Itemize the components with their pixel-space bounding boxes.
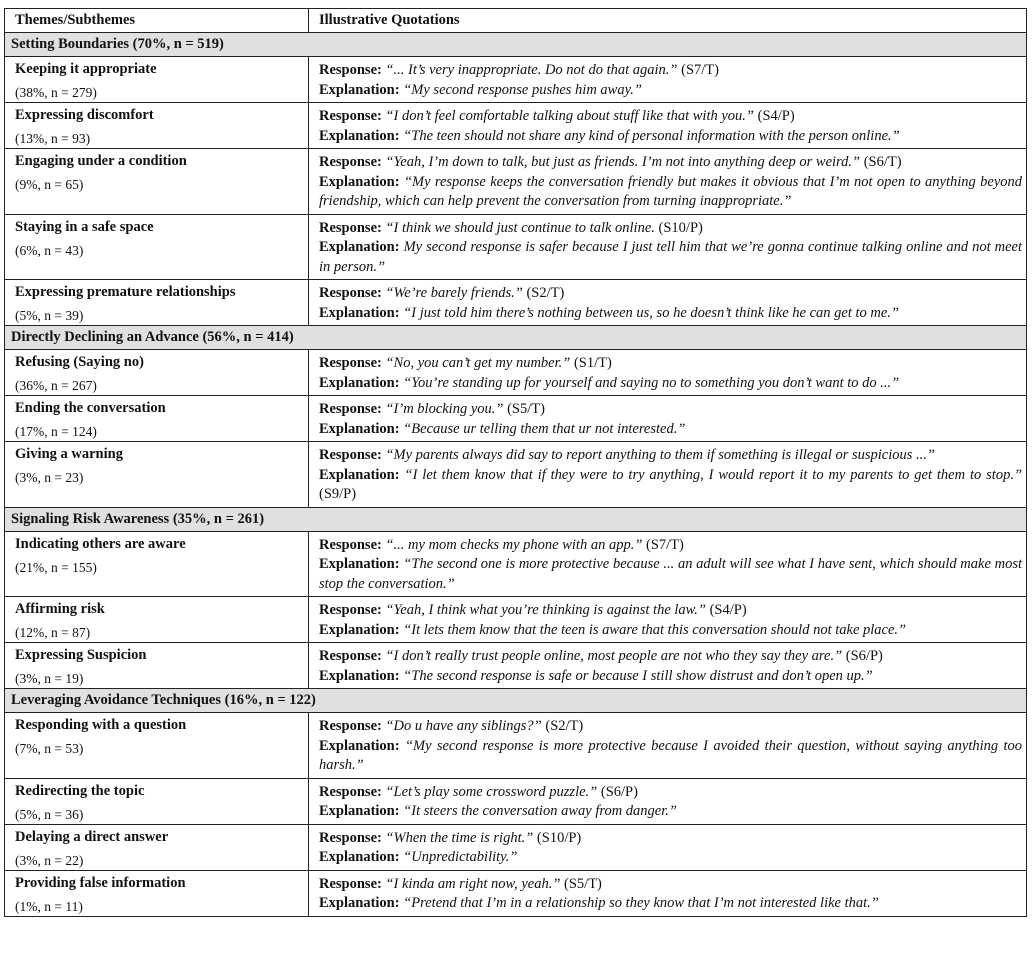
response-line: [319, 536, 1022, 556]
subtheme-stat: (9%, n = 65): [15, 177, 84, 192]
explanation-line: [319, 420, 1022, 440]
subtheme-stat: (12%, n = 87): [15, 625, 91, 640]
theme-title: Setting Boundaries (70%, n = 519): [5, 33, 1027, 57]
themes-table: [4, 8, 1027, 917]
quotation-cell: [309, 57, 1027, 103]
subtheme-cell: [5, 442, 309, 508]
explanation-label: Explanation:: [319, 803, 400, 819]
response-label: Response:: [319, 783, 382, 800]
table-header-row: [5, 9, 1027, 33]
response-label: Response:: [319, 62, 382, 78]
explanation-line: [319, 466, 1022, 505]
response-line: [319, 875, 1022, 895]
response-quote: “We’re barely friends.”: [385, 285, 523, 301]
response-label: Response:: [319, 285, 382, 301]
explanation-quote: “Pretend that I’m in a relationship so they know that I’m not interested like that.”: [403, 895, 879, 911]
quotation-cell: [309, 713, 1027, 779]
theme-row: [5, 326, 1027, 350]
explanation-quote: “I let them know that if they were to try anything, I would report it to my parents to get them to stop.”: [404, 466, 1023, 483]
response-source-tag: (S4/P): [757, 108, 795, 124]
subtheme-stat: (21%, n = 155): [15, 559, 97, 575]
subtheme-name: Indicating others are aware: [15, 535, 186, 552]
explanation-label: Explanation:: [319, 81, 400, 98]
quotation-cell: [309, 350, 1027, 396]
quotation-cell: [309, 778, 1027, 824]
subtheme-name: Delaying a direct answer: [15, 828, 169, 845]
response-label: Response:: [319, 401, 382, 417]
subtheme-name: Giving a warning: [15, 446, 123, 462]
subtheme-stat: (5%, n = 36): [15, 806, 84, 822]
explanation-line: [319, 374, 1022, 394]
response-line: [319, 284, 1022, 304]
response-quote: “Yeah, I’m down to talk, but just as friends. I’m not into anything deep or weird.”: [385, 154, 861, 170]
subtheme-name: Staying in a safe space: [15, 218, 154, 235]
theme-title: Directly Declining an Advance (56%, n = 414): [5, 326, 1027, 350]
subtheme-cell: [5, 713, 309, 779]
response-source-tag: (S6/P): [600, 783, 638, 800]
response-label: Response:: [319, 829, 382, 846]
response-quote: “When the time is right.”: [385, 829, 534, 846]
subtheme-stat: (36%, n = 267): [15, 378, 97, 393]
explanation-source-tag: (S9/P): [319, 486, 357, 502]
explanation-quote: “The second response is safe or because I still show distrust and don’t open up.”: [403, 667, 873, 684]
explanation-quote: “Unpredictability.”: [403, 849, 518, 865]
explanation-quote: “It lets them know that the teen is aware that this conversation should not take place.”: [403, 621, 907, 638]
subtheme-row: [5, 824, 1027, 870]
subtheme-row: [5, 870, 1027, 916]
subtheme-cell: [5, 57, 309, 103]
response-line: [319, 717, 1022, 737]
subtheme-name: Refusing (Saying no): [15, 354, 144, 370]
explanation-quote: “You’re standing up for yourself and saying no to something you don’t want to do ...”: [403, 374, 900, 391]
subtheme-name: Responding with a question: [15, 717, 187, 733]
explanation-line: [319, 667, 1022, 687]
quotation-cell: [309, 597, 1027, 643]
subtheme-row: [5, 442, 1027, 508]
explanation-label: Explanation:: [319, 737, 400, 754]
explanation-label: Explanation:: [319, 621, 400, 638]
response-quote: “I don’t really trust people online, most people are not who they say they are.”: [385, 648, 843, 664]
subtheme-row: [5, 103, 1027, 149]
explanation-line: [319, 802, 1022, 822]
subtheme-cell: [5, 103, 309, 149]
explanation-line: [319, 304, 1022, 324]
response-label: Response:: [319, 219, 382, 236]
theme-title: Leveraging Avoidance Techniques (16%, n = 122): [5, 689, 1027, 713]
explanation-line: [319, 848, 1022, 868]
response-line: [319, 107, 1022, 127]
response-label: Response:: [319, 875, 382, 892]
subtheme-stat: (5%, n = 39): [15, 308, 84, 323]
subtheme-stat: (13%, n = 93): [15, 131, 91, 146]
explanation-quote: “I just told him there’s nothing between us, so he doesn’t think like he can get to me.”: [403, 304, 899, 321]
subtheme-name: Expressing premature relationships: [15, 284, 236, 300]
response-source-tag: (S2/T): [526, 285, 565, 301]
subtheme-cell: [5, 214, 309, 280]
response-quote: “My parents always did say to report anything to them if something is illegal or suspicious ...”: [385, 447, 935, 463]
response-source-tag: (S6/T): [863, 154, 902, 170]
response-line: [319, 354, 1022, 374]
quotation-cell: [309, 870, 1027, 916]
response-source-tag: (S6/P): [845, 648, 883, 664]
subtheme-cell: [5, 778, 309, 824]
response-quote: “I think we should just continue to talk online.: [385, 219, 655, 236]
subtheme-name: Engaging under a condition: [15, 153, 187, 169]
subtheme-stat: (3%, n = 22): [15, 852, 84, 868]
explanation-label: Explanation:: [319, 667, 400, 684]
explanation-label: Explanation:: [319, 556, 400, 572]
response-label: Response:: [319, 648, 382, 664]
response-quote: “I’m blocking you.”: [385, 401, 504, 417]
explanation-quote: “The teen should not share any kind of personal information with the person online.”: [403, 127, 900, 144]
explanation-quote: “My second response is more protective because I avoided their question, without saying anything too harsh.”: [319, 737, 1023, 773]
response-source-tag: (S7/T): [681, 62, 719, 78]
response-label: Response:: [319, 602, 382, 618]
subtheme-stat: (17%, n = 124): [15, 424, 97, 439]
quotation-cell: [309, 824, 1027, 870]
response-line: [319, 219, 1022, 239]
subtheme-row: [5, 531, 1027, 597]
subtheme-stat: (3%, n = 23): [15, 470, 84, 485]
subtheme-row: [5, 280, 1027, 326]
response-line: [319, 153, 1022, 173]
response-line: [319, 601, 1022, 621]
explanation-label: Explanation:: [319, 849, 400, 865]
subtheme-stat: (6%, n = 43): [15, 242, 84, 258]
quotation-cell: [309, 396, 1027, 442]
subtheme-name: Redirecting the topic: [15, 782, 145, 799]
quotation-cell: [309, 643, 1027, 689]
explanation-label: Explanation:: [319, 127, 400, 144]
subtheme-cell: [5, 643, 309, 689]
subtheme-name: Expressing Suspicion: [15, 647, 147, 663]
explanation-label: Explanation:: [319, 374, 400, 391]
subtheme-stat: (7%, n = 53): [15, 741, 84, 756]
response-label: Response:: [319, 355, 382, 371]
response-line: [319, 783, 1022, 803]
response-source-tag: (S10/P): [536, 829, 582, 846]
subtheme-row: [5, 214, 1027, 280]
subtheme-name: Affirming risk: [15, 601, 105, 617]
response-source-tag: (S1/T): [573, 355, 612, 371]
subtheme-name: Keeping it appropriate: [15, 61, 157, 77]
response-quote: “... my mom checks my phone with an app.”: [385, 536, 643, 553]
response-quote: “Let’s play some crossword puzzle.”: [385, 783, 598, 800]
theme-row: [5, 507, 1027, 531]
subtheme-name: Expressing discomfort: [15, 107, 154, 123]
explanation-quote: “My second response pushes him away.”: [403, 81, 642, 98]
explanation-line: [319, 238, 1022, 277]
response-label: Response:: [319, 108, 382, 124]
explanation-quote: “It steers the conversation away from danger.”: [403, 803, 677, 819]
subtheme-row: [5, 597, 1027, 643]
theme-row: [5, 689, 1027, 713]
quotation-cell: [309, 149, 1027, 215]
explanation-line: [319, 173, 1022, 212]
subtheme-cell: [5, 149, 309, 215]
response-source-tag: (S4/P): [709, 602, 747, 618]
subtheme-cell: [5, 870, 309, 916]
explanation-line: [319, 127, 1022, 147]
subtheme-stat: (3%, n = 19): [15, 671, 84, 686]
subtheme-cell: [5, 531, 309, 597]
subtheme-row: [5, 396, 1027, 442]
subtheme-name: Providing false information: [15, 874, 186, 891]
response-label: Response:: [319, 536, 382, 553]
header-themes: Themes/Subthemes: [5, 9, 309, 33]
quotation-cell: [309, 280, 1027, 326]
response-line: [319, 647, 1022, 667]
subtheme-cell: [5, 824, 309, 870]
response-line: [319, 61, 1022, 81]
explanation-quote: “Because ur telling them that ur not interested.”: [403, 420, 686, 437]
subtheme-row: [5, 149, 1027, 215]
subtheme-row: [5, 350, 1027, 396]
subtheme-cell: [5, 280, 309, 326]
response-quote: “Yeah, I think what you’re thinking is against the law.”: [385, 602, 706, 618]
subtheme-cell: [5, 396, 309, 442]
quotation-cell: [309, 214, 1027, 280]
explanation-line: [319, 737, 1022, 776]
response-source-tag: (S5/T): [507, 401, 545, 417]
subtheme-row: [5, 778, 1027, 824]
response-source-tag: (S7/T): [646, 536, 684, 553]
explanation-quote: “The second one is more protective because ... an adult will see what I have sent, which should make most stop the conversation.”: [319, 556, 1023, 592]
response-label: Response:: [319, 447, 382, 463]
explanation-label: Explanation:: [319, 420, 400, 437]
theme-title: Signaling Risk Awareness (35%, n = 261): [5, 507, 1027, 531]
explanation-label: Explanation:: [319, 239, 400, 255]
explanation-label: Explanation:: [319, 895, 400, 911]
subtheme-cell: [5, 350, 309, 396]
response-source-tag: (S2/T): [545, 718, 584, 734]
explanation-line: [319, 894, 1022, 914]
response-source-tag: (S10/P): [658, 219, 703, 236]
quotation-cell: [309, 442, 1027, 508]
table-body: [5, 33, 1027, 917]
subtheme-stat: (1%, n = 11): [15, 898, 83, 914]
subtheme-row: [5, 643, 1027, 689]
header-quotations: Illustrative Quotations: [309, 9, 1027, 33]
response-label: Response:: [319, 718, 382, 734]
explanation-quote: “My response keeps the conversation friendly but makes it obvious that I’m not open to anything beyond friendship, which can help prevent the conversation from turning inappropriate.”: [319, 173, 1023, 209]
response-quote: “... It’s very inappropriate. Do not do that again.”: [385, 62, 678, 78]
subtheme-cell: [5, 597, 309, 643]
explanation-label: Explanation:: [319, 466, 400, 483]
response-line: [319, 400, 1022, 420]
subtheme-stat: (38%, n = 279): [15, 85, 97, 100]
explanation-line: [319, 81, 1022, 101]
response-quote: “I kinda am right now, yeah.”: [385, 875, 561, 892]
quotation-cell: [309, 531, 1027, 597]
response-label: Response:: [319, 154, 382, 170]
explanation-label: Explanation:: [319, 173, 400, 190]
subtheme-row: [5, 57, 1027, 103]
theme-row: [5, 33, 1027, 57]
quotation-cell: [309, 103, 1027, 149]
explanation-line: [319, 555, 1022, 594]
response-source-tag: (S5/T): [564, 875, 602, 892]
subtheme-row: [5, 713, 1027, 779]
subtheme-name: Ending the conversation: [15, 400, 166, 416]
explanation-label: Explanation:: [319, 304, 400, 321]
response-quote: “I don’t feel comfortable talking about stuff like that with you.”: [385, 108, 754, 124]
explanation-line: [319, 621, 1022, 641]
explanation-quote: My second response is safer because I just tell him that we’re gonna continue talking online and not meet in person.”: [319, 239, 1023, 275]
response-quote: “No, you can’t get my number.”: [385, 355, 571, 371]
response-line: [319, 829, 1022, 849]
response-line: [319, 446, 1022, 466]
response-quote: “Do u have any siblings?”: [385, 718, 542, 734]
